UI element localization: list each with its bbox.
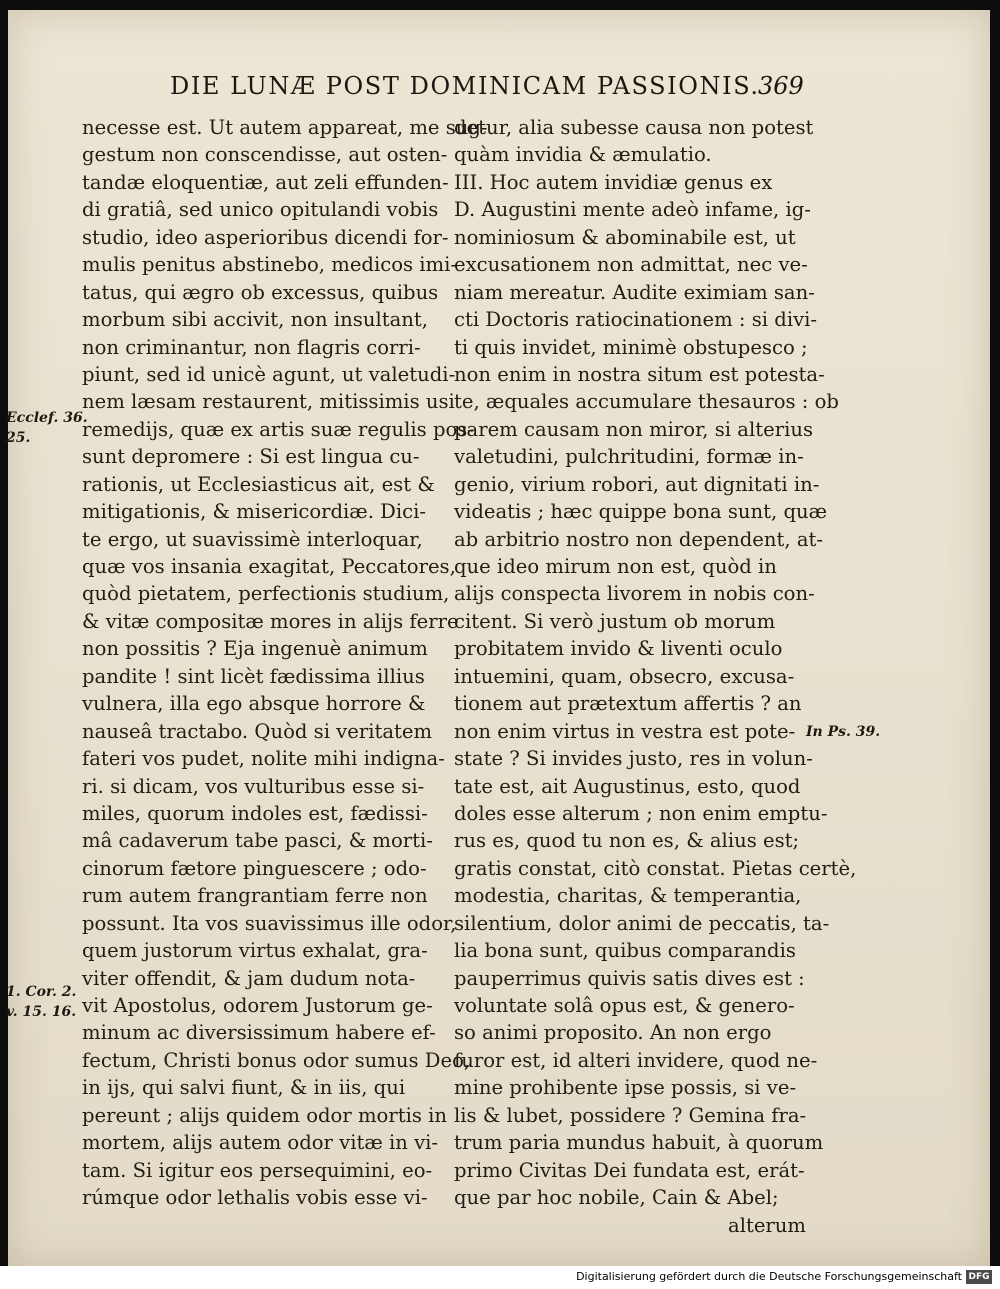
text-line: so animi proposito. An non ergo [454,1021,772,1045]
text-line: non enim in nostra situm est potesta- [454,362,825,386]
text-line: quæ vos insania exagitat, Peccatores, [82,555,456,578]
text-line: que par hoc nobile, Cain & Abel; [454,1186,779,1210]
text-line: III. Hoc autem invidiæ genus ex [454,170,773,194]
text-line: quòd pietatem, perfectionis studium, [82,582,450,606]
text-line: nem læsam restaurent, mitissimis usi [82,390,455,414]
text-line: vulnera, illa ego absque horrore & [82,692,426,716]
text-line: rúmque odor lethalis vobis esse vi- [82,1186,428,1210]
text-line: modestia, charitas, & temperantia, [454,884,802,908]
text-line: pandite ! sint licèt fædissima illius [82,664,425,688]
margin-note-line: 1. Cor. 2. [6,984,77,1000]
text-line: possunt. Ita vos suavissimus ille odor, [82,911,457,935]
text-line: te, æquales accumulare thesauros : ob [454,390,839,414]
text-line: trum paria mundus habuit, à quorum [454,1131,824,1155]
text-line: state ? Si invides justo, res in volun- [454,747,813,771]
text-line: mitigationis, & misericordiæ. Dici- [82,500,427,524]
margin-note-eccles [6,408,88,448]
text-line: di gratiâ, sed unico opitulandi vobis [82,198,439,222]
text-line: minum ac diversissimum habere ef- [82,1021,436,1045]
text-line: que ideo mirum non est, quòd in [454,555,777,578]
text-line: parem causam non miror, si alterius [454,417,814,441]
text-line: ri. si dicam, vos vulturibus esse si- [82,774,425,798]
text-line: gratis constat, citò constat. Pietas certè, [454,856,857,880]
text-line: mâ cadaverum tabe pasci, & morti- [82,829,433,853]
text-line: in ijs, qui salvi fiunt, & in iis, qui [82,1076,406,1100]
text-line: non possitis ? Eja ingenuè animum [82,637,428,661]
text-line: tam. Si igitur eos persequimini, eo- [82,1158,433,1182]
text-line: non criminantur, non flagris corri- [82,335,421,359]
text-line: gestum non conscendisse, aut osten- [82,143,448,167]
text-line: valetudini, pulchritudini, formæ in- [454,445,804,469]
text-line: miles, quorum indoles est, fædissi- [82,801,428,825]
text-line: necesse est. Ut autem appareat, me sug- [82,116,488,139]
text-line: mortem, alijs autem odor vitæ in vi- [82,1131,439,1155]
text-line: rus es, quod tu non es, & alius est; [454,829,800,853]
text-line: piunt, sed id unicè agunt, ut valetudi- [82,362,456,386]
text-line: probitatem invido & liventi oculo [454,637,783,661]
text-line: remedijs, quæ ex artis suæ regulis pos- [82,417,474,441]
text-line: nominiosum & abominabile est, ut [454,225,796,249]
text-line: viter offendit, & jam dudum nota- [82,966,416,990]
footer-credit: Digitalisierung gefördert durch die Deutsche Forschungsgemeinschaft [576,1270,962,1283]
text-line: alijs conspecta livorem in nobis con- [454,582,815,606]
text-line: tionem aut prætextum affertis ? an [454,692,802,716]
text-line: voluntate solâ opus est, & genero- [454,994,795,1017]
text-line: mulis penitus abstinebo, medicos imi- [82,253,458,277]
text-line: fectum, Christi bonus odor sumus Deo, [82,1048,471,1072]
running-head: DIE LUNÆ POST DOMINICAM PASSIONIS. [170,72,760,100]
text-line: te ergo, ut suavissimè interloquar, [82,527,423,551]
text-line: lis & lubet, possidere ? Gemina fra- [454,1103,807,1127]
text-line: videatis ; hæc quippe bona sunt, quæ [454,500,828,524]
text-line: D. Augustini mente adeò infame, ig- [454,198,811,222]
text-line: cti Doctoris ratiocinationem : si divi- [454,308,818,332]
text-line: pereunt ; alijs quidem odor mortis in [82,1103,448,1127]
text-line: furor est, id alteri invidere, quod ne- [454,1048,818,1072]
text-line: nauseâ tractabo. Quòd si veritatem [82,719,433,743]
text-line: doles esse alterum ; non enim emptu- [454,801,828,825]
text-line: primo Civitas Dei fundata est, erát- [454,1158,805,1182]
text-line: tandæ eloquentiæ, aut zeli effunden- [82,170,449,194]
text-line: rum autem frangrantiam ferre non [82,884,428,908]
text-line: tatus, qui ægro ob excessus, quibus [82,280,439,304]
text-line: ab arbitrio nostro non dependent, at- [454,527,823,551]
page-number: 369 [758,72,804,100]
margin-note-line: 25. [6,430,31,446]
text-line: citent. Si verò justum ob morum [454,609,776,633]
text-line: cinorum fætore pinguescere ; odo- [82,856,427,880]
text-line: rationis, ut Ecclesiasticus ait, est & [82,472,435,496]
text-line: silentium, dolor animi de peccatis, ta- [454,911,830,935]
text-line: ti quis invidet, minimè obstupesco ; [454,335,808,359]
margin-note-line: v. 15. 16. [6,1004,77,1020]
text-line: lia bona sunt, quibus comparandis [454,939,796,963]
catchword: alterum [728,1213,806,1237]
text-line: tate est, ait Augustinus, esto, quod [454,774,801,798]
text-line: detur, alia subesse causa non potest [454,116,814,139]
text-line: mine prohibente ipse possis, si ve- [454,1076,797,1100]
text-line: niam mereatur. Audite eximiam san- [454,280,815,304]
margin-note-cor [6,982,76,1022]
text-line: genio, virium robori, aut dignitati in- [454,472,820,496]
text-line: vit Apostolus, odorem Justorum ge- [82,994,433,1017]
text-line: excusationem non admittat, nec ve- [454,253,808,277]
text-line: pauperrimus quivis satis dives est : [454,966,805,990]
text-line: sunt depromere : Si est lingua cu- [82,445,420,469]
dfg-logo: DFG [966,1270,992,1284]
text-line: quem justorum virtus exhalat, gra- [82,939,428,963]
text-line: & vitæ compositæ mores in alijs ferre [82,609,459,633]
footer-bar [0,1266,1000,1289]
margin-note-line: Ecclef. 36. [6,410,88,426]
text-line: morbum sibi accivit, non insultant, [82,308,428,332]
text-line: non enim virtus in vestra est pote- [454,719,796,743]
text-line: quàm invidia & æmulatio. [454,143,712,167]
text-line: intuemini, quam, obsecro, excusa- [454,664,795,688]
left-column [82,114,488,1212]
text-line: studio, ideo asperioribus dicendi for- [82,225,449,249]
text-line: fateri vos pudet, nolite mihi indigna- [82,747,445,771]
margin-note-ps: In Ps. 39. [806,724,881,740]
